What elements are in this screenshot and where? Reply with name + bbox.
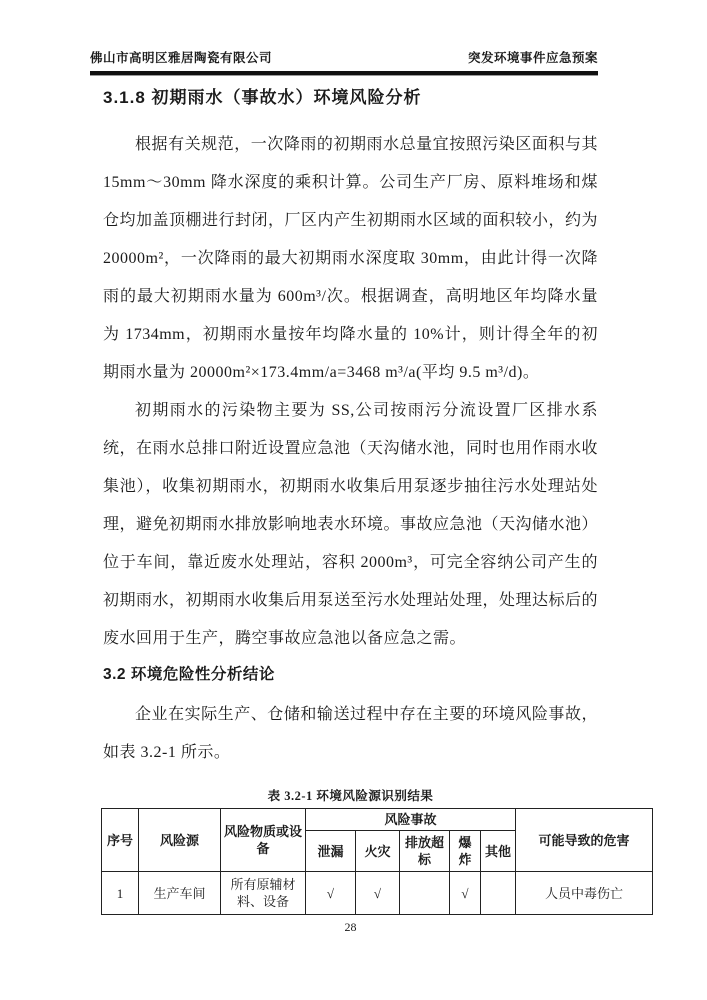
page-number: 28 <box>344 920 357 934</box>
cell-mark-leak: √ <box>306 872 356 915</box>
paragraph-initial-rainwater-collection: 初期雨水的污染物主要为 SS,公司按雨污分流设置厂区排水系统，在雨水总排口附近设置应急池（天沟储水池，同时也用作雨水收集池），收集初期雨水，初期雨水收集后用泵逐步抽往污水处理站处理，避免初期雨水排放影响地表水环境。事故应急池（天沟储水池）位于车间，靠近废水处理站，容积 2000m³，可完全容纳公司产生的初期雨水，初期雨水收集后用泵送至污水处理站处理，处理达标后的废水回用于生产，腾空事故应急池以备应急之需。 <box>103 402 599 647</box>
header-company-name: 佛山市高明区雅居陶瓷有限公司 <box>90 51 273 65</box>
col-header-seq: 序号 <box>102 809 139 872</box>
cell-risk-source: 生产车间 <box>139 872 221 915</box>
cell-harm: 人员中毒伤亡 <box>516 872 653 915</box>
paragraph-risk-conclusion: 企业在实际生产、仓储和输送过程中存在主要的环境风险事故，如表 3.2-1 所示。 <box>103 706 598 761</box>
section-heading-3-1-8: 3.1.8 初期雨水（事故水）环境风险分析 <box>103 88 422 107</box>
risk-identification-table <box>101 808 653 915</box>
table-caption: 表 3.2-1 环境风险源识别结果 <box>267 789 434 803</box>
cell-seq: 1 <box>102 872 139 915</box>
col-header-explosion: 爆炸 <box>450 831 481 872</box>
cell-mark-explosion: √ <box>450 872 481 915</box>
col-header-other: 其他 <box>481 831 516 872</box>
cell-substance: 所有原辅材料、设备 <box>221 872 306 915</box>
table-row <box>102 872 653 915</box>
table-header-row-1 <box>102 809 653 831</box>
running-header <box>90 48 598 75</box>
col-header-harm: 可能导致的危害 <box>516 809 653 872</box>
col-header-substance: 风险物质或设备 <box>221 809 306 872</box>
col-header-emission-exceed: 排放超标 <box>400 831 450 872</box>
col-header-leak: 泄漏 <box>306 831 356 872</box>
col-header-risk-source: 风险源 <box>139 809 221 872</box>
cell-mark-emission <box>400 872 450 915</box>
col-header-accident-group: 风险事故 <box>306 809 516 831</box>
section-heading-3-2: 3.2 环境危险性分析结论 <box>103 666 275 683</box>
cell-mark-fire: √ <box>356 872 400 915</box>
col-header-fire: 火灾 <box>356 831 400 872</box>
paragraph-initial-rainwater-calc: 根据有关规范，一次降雨的初期雨水总量宜按照污染区面积与其 15mm～30mm 降水深度的乘积计算。公司生产厂房、原料堆场和煤仓均加盖顶棚进行封闭，厂区内产生初期雨水区域的面积较小，约为 20000m²，一次降雨的最大初期雨水深度取 30mm，由此计得一次降雨的最大初期雨水量为 600m³/次。根据调查，高明地区年均降水量为 1734mm，初期雨水量按年均降水量的 10%计，则计得全年的初期雨水量为 20000m²×173.4mm/a=3468 m³/a(平均 9.5 m³/d)。 <box>103 136 599 381</box>
page-content <box>103 86 630 915</box>
cell-mark-other <box>481 872 516 915</box>
header-doc-title: 突发环境事件应急预案 <box>467 51 598 65</box>
